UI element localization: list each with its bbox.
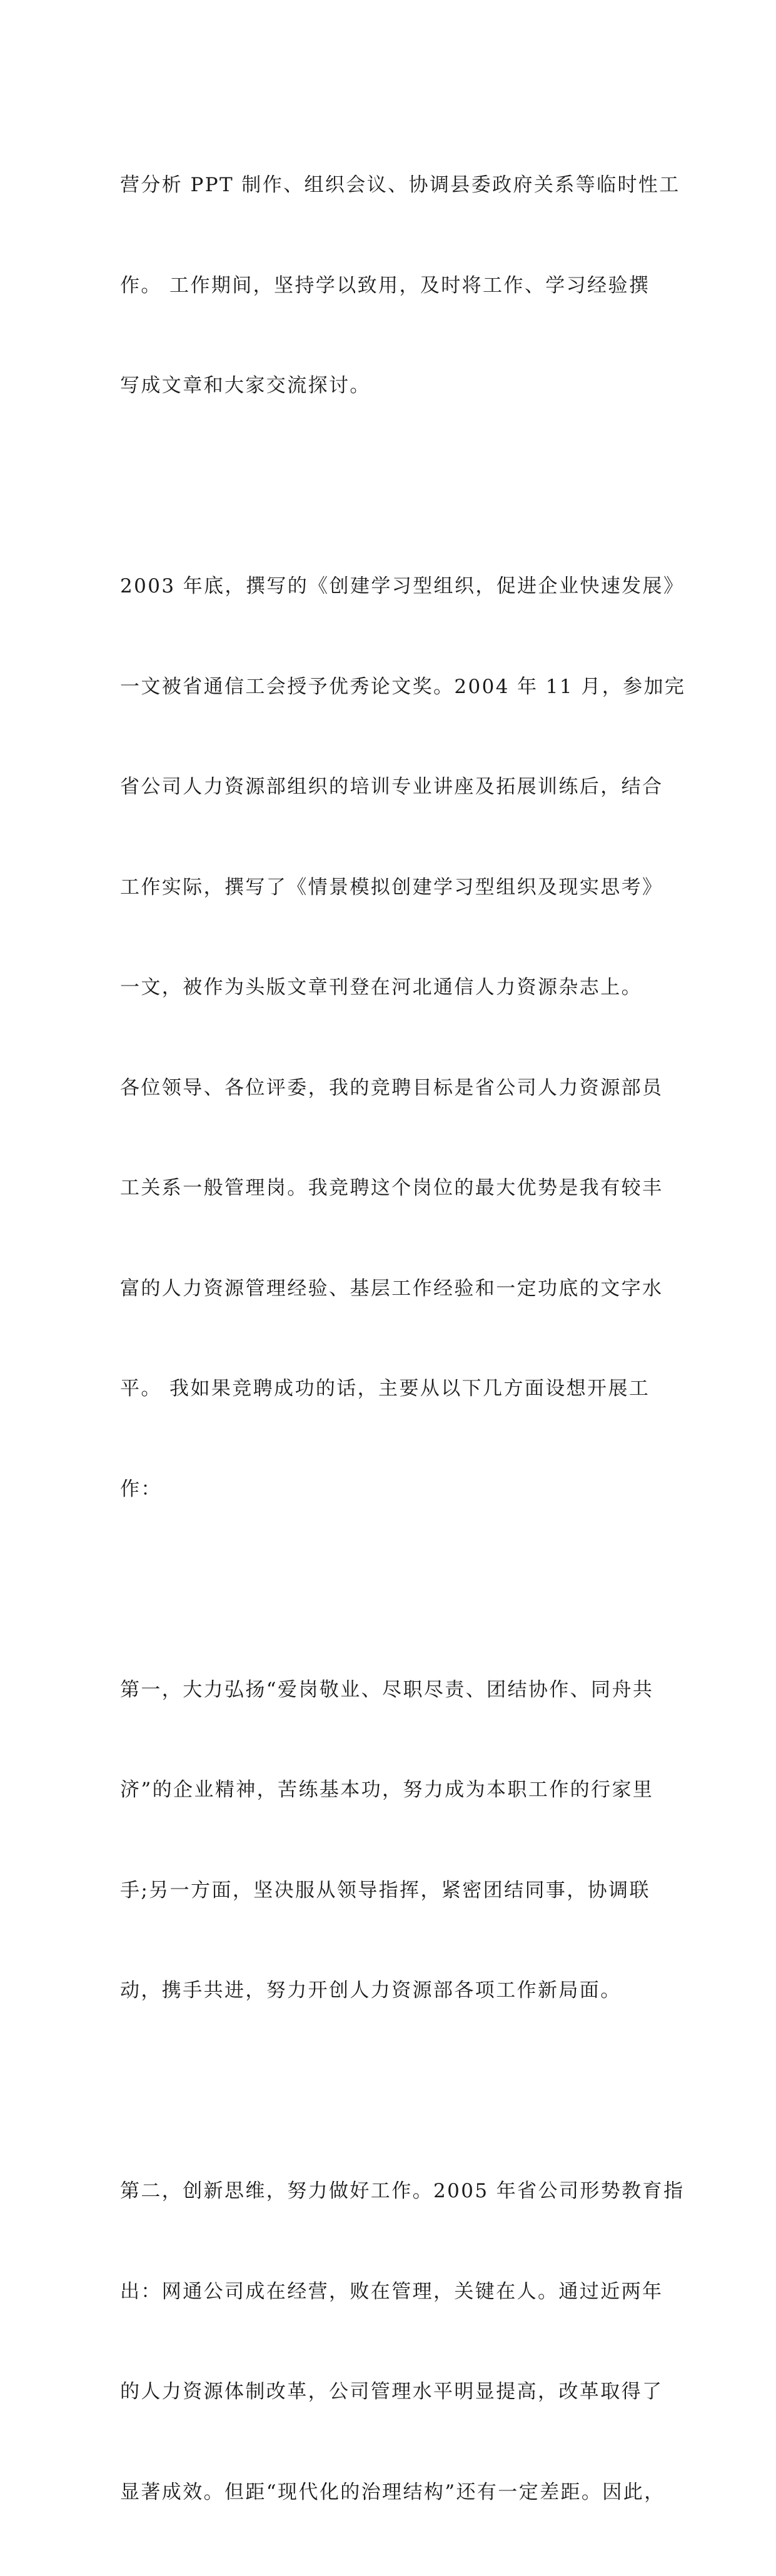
text-line: 各位领导、各位评委，我的竞聘目标是省公司人力资源部员: [120, 1076, 663, 1099]
paragraph-gap: [120, 2075, 658, 2109]
text-line: 营分析 PPT 制作、组织会议、协调县委政府关系等临时性工: [120, 174, 680, 196]
text-line: 一文被省通信工会授予优秀论文奖。2004 年 11 月，参加完: [120, 675, 686, 698]
document-body: [120, 102, 686, 2576]
text-line: 济”的企业精神，苦练基本功，努力成为本职工作的行家里: [120, 1779, 654, 1801]
paragraph-2: [120, 503, 686, 1573]
text-line: 第一，大力弘扬“爱岗敬业、尽职尽责、团结协作、同舟共: [120, 1678, 654, 1701]
text-line: 动，携手共进，努力开创人力资源部各项工作新局面。: [120, 1979, 622, 2002]
text-line: 写成文章和大家交流探讨。: [120, 374, 371, 397]
text-line: 2003 年底，撰写的《创建学习型组织，促进企业快速发展》: [120, 575, 685, 597]
text-line: 富的人力资源管理经验、基层工作经验和一定功底的文字水: [120, 1277, 663, 1300]
text-line: 手;另一方面，坚决服从领导指挥，紧密团结同事，协调联: [120, 1879, 650, 1902]
text-line: 工关系一般管理岗。我竞聘这个岗位的最大优势是我有较丰: [120, 1177, 663, 1199]
text-line: 的人力资源体制改革，公司管理水平明显提高，改革取得了: [120, 2380, 663, 2403]
text-line: 工作实际，撰写了《情景模拟创建学习型组织及现实思考》: [120, 876, 663, 899]
text-line: 省公司人力资源部组织的培训专业讲座及拓展训练后，结合: [120, 776, 663, 798]
text-line: 平。 我如果竞聘成功的话，主要从以下几方面设想开展工: [120, 1377, 650, 1400]
text-line: 作：: [120, 1477, 162, 1500]
paragraph-gap: [120, 1573, 658, 1607]
text-line: 显著成效。但距“现代化的治理结构”还有一定差距。因此，: [120, 2480, 665, 2504]
text-line: 一文，被作为头版文章刊登在河北通信人力资源杂志上。: [120, 976, 642, 999]
paragraph-4: [120, 2108, 685, 2576]
paragraph-1: [120, 102, 680, 470]
text-line: 第二，创新思维，努力做好工作。2005 年省公司形势教育指: [120, 2180, 685, 2202]
text-line: 出：网通公司成在经营，败在管理，关键在人。通过近两年: [120, 2280, 663, 2303]
paragraph-gap: [120, 470, 658, 504]
text-line: 作。 工作期间，坚持学以致用，及时将工作、学习经验撰: [120, 274, 650, 297]
paragraph-3: [120, 1607, 658, 2075]
